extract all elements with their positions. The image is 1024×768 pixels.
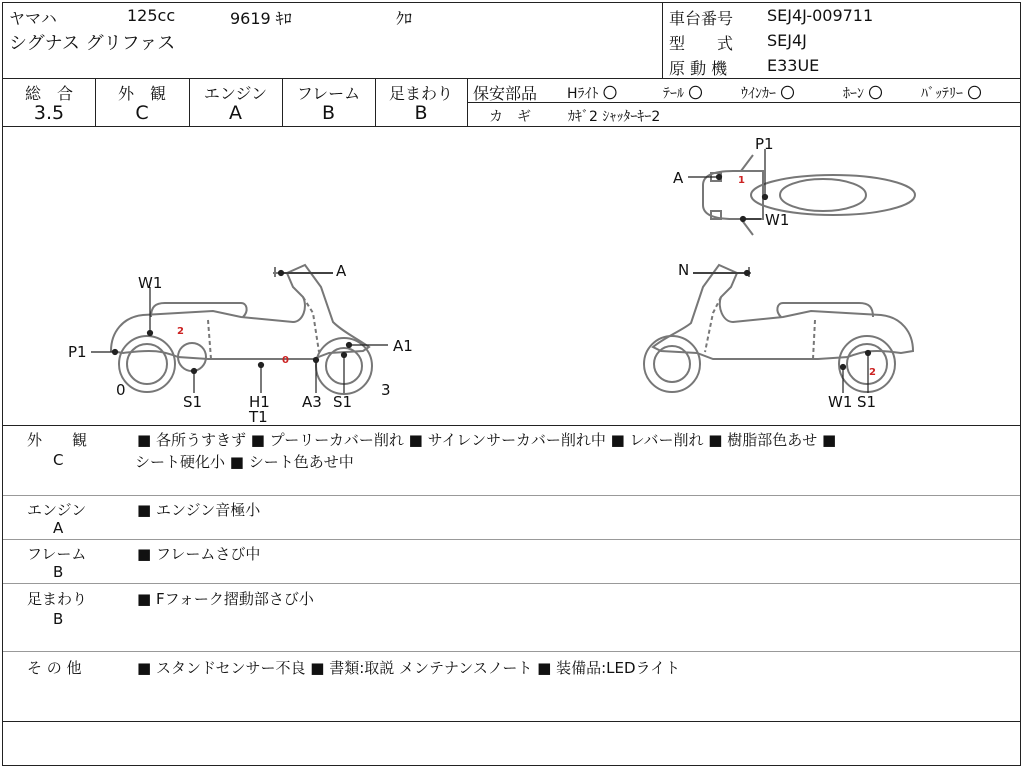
remark-exterior-text: ■ 各所うすきず ■ プーリーカバー削れ ■ サイレンサーカバー削れ中 ■ レバー削れ ■ 樹脂部色あせ ■ xyxy=(137,431,837,449)
lbl-top-p1: P1 xyxy=(755,135,774,153)
lbl-left-s1b: S1 xyxy=(333,393,353,411)
lbl-right-s1: S1 xyxy=(857,393,877,411)
lbl-left-w1: W1 xyxy=(138,274,163,292)
grade-frame-value: B xyxy=(321,102,336,124)
chassis-label: 車台番号 xyxy=(669,9,734,28)
lbl-right-n: N xyxy=(678,261,690,279)
damage-mark-right-2: 2 xyxy=(869,367,876,378)
remark-frame-label: フレーム xyxy=(27,545,87,563)
remark-frame-grade: B xyxy=(53,563,64,581)
remark-engine-grade: A xyxy=(53,519,64,537)
lbl-left-h1: H1 xyxy=(249,393,270,411)
grade-exterior-value: C xyxy=(135,102,149,124)
damage-mark-left-0: 0 xyxy=(282,355,289,366)
header-divider xyxy=(662,3,663,78)
remark-engine-text: ■ エンジン音極小 xyxy=(137,501,261,519)
lbl-left-a: A xyxy=(336,262,347,280)
lbl-left-0: 0 xyxy=(116,381,126,399)
model-name: シグナス グリファス xyxy=(9,33,176,54)
grade-exterior-label: 外 観 xyxy=(117,84,166,103)
lbl-left-t1: T1 xyxy=(249,408,268,425)
maker: ヤマハ xyxy=(9,9,57,28)
header-bottom-rule xyxy=(3,78,1020,79)
displacement: 125cc xyxy=(127,6,176,25)
remark-frame-text: ■ フレームさび中 xyxy=(137,545,261,563)
remark-exterior-grade: C xyxy=(53,451,64,469)
type-label: 型 式 xyxy=(669,34,734,53)
mileage: 9619 ｷﾛ xyxy=(230,9,292,28)
safety-horn: ﾎｰﾝ 〇 xyxy=(843,86,883,102)
lbl-left-a3: A3 xyxy=(302,393,322,411)
grade-suspension-value: B xyxy=(414,102,428,124)
engine-label: 原 動 機 xyxy=(669,59,728,78)
lbl-top-a: A xyxy=(673,169,684,187)
lbl-left-a1: A1 xyxy=(393,337,413,355)
grade-overall-value: 3.5 xyxy=(33,102,65,124)
grade-engine-label: エンジン xyxy=(203,84,268,103)
remark-engine-label: エンジン xyxy=(27,501,87,519)
remark-suspension-label: 足まわり xyxy=(27,590,88,608)
damage-mark-left-2: 2 xyxy=(177,326,184,337)
grade-suspension-label: 足まわり xyxy=(388,84,453,103)
type-value: SEJ4J xyxy=(767,31,807,50)
safety-headlight: Hﾗｲﾄ 〇 xyxy=(567,86,617,102)
safety-label: 保安部品 xyxy=(473,84,538,103)
inspection-sheet xyxy=(2,2,1021,766)
color: ｸﾛ xyxy=(396,9,413,28)
key-value: ｶｷﾞ2 ｼｬｯﾀｰｷｰ2 xyxy=(568,109,661,125)
grade-frame-label: フレーム xyxy=(296,84,361,103)
engine-value: E33UE xyxy=(767,56,820,75)
grade-overall-label: 総 合 xyxy=(24,84,73,103)
remark-other-label: そ の 他 xyxy=(27,659,82,677)
safety-battery: ﾊﾞｯﾃﾘｰ 〇 xyxy=(921,86,982,102)
lbl-left-3: 3 xyxy=(381,381,391,399)
lbl-left-p1: P1 xyxy=(68,343,87,361)
damage-mark-top-1: 1 xyxy=(738,175,745,186)
diagram-bottom-rule xyxy=(3,425,1020,426)
remark-suspension-grade: B xyxy=(53,610,64,628)
remark-other-text: ■ スタンドセンサー不良 ■ 書類:取説 メンテナンスノート ■ 装備品:LEDライト xyxy=(137,659,681,677)
safety-tail: ﾃｰﾙ 〇 xyxy=(663,86,703,102)
remark-exterior-text2: シート硬化小 ■ シート色あせ中 xyxy=(135,453,354,471)
remark-suspension-text: ■ Fフォーク摺動部さび小 xyxy=(137,590,314,608)
safety-winker: ｳｲﾝｶｰ 〇 xyxy=(741,86,795,102)
key-label: カ ギ xyxy=(489,109,531,125)
chassis-value: SEJ4J-009711 xyxy=(767,6,874,25)
grade-engine-value: A xyxy=(229,102,242,124)
lbl-right-w1: W1 xyxy=(828,393,853,411)
top-view xyxy=(703,155,915,235)
remarks-bottom-rule xyxy=(3,721,1020,722)
remark-exterior-label: 外 観 xyxy=(27,431,88,449)
lbl-left-s1a: S1 xyxy=(183,393,203,411)
scooter-diagram xyxy=(3,127,1020,425)
lbl-top-w1: W1 xyxy=(765,211,790,229)
